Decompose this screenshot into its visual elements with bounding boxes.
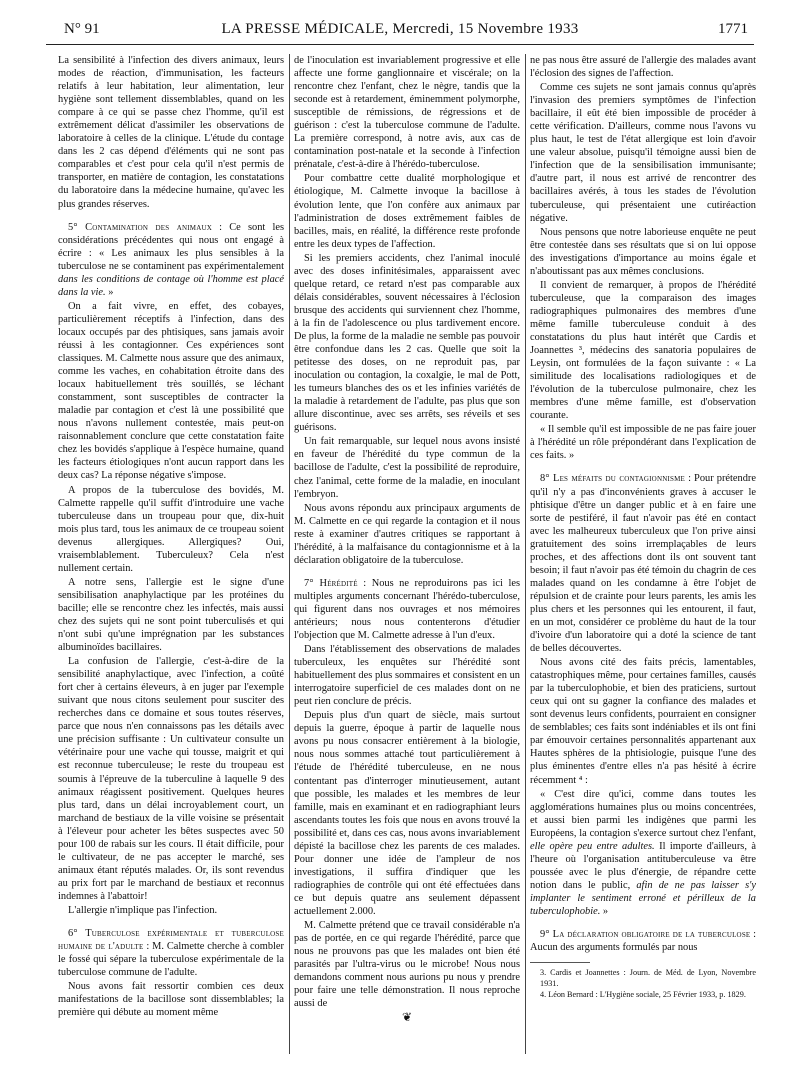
section-5-paragraph (58, 221, 284, 299)
paragraph: de l'inoculation est invariablement progressive et elle affecte une forme ganglionnaire et viscérale; on la rencontre chez l'enfant, chez le nègre, tandis que la seconde est à retardement, éminemment polymorphe, susceptible de rémissions, de régressions et de guérison : c'est la tuberculose commune de l'adulte. La première correspond, à notre avis, aux cas de contamination post-natale et la seconde à l'infection prénatale, c'est-à-dire à l'hérédo-tuberculose. (294, 55, 520, 171)
section-7-paragraph (294, 577, 520, 642)
footnote-divider (530, 962, 590, 963)
issue-number: N° 91 (64, 21, 100, 37)
paragraph: A propos de la tuberculose des bovidés, M. Calmette rappelle qu'il suffit d'introduire une vache tuberculeuse dans un troupeau pour que, dix-huit mois plus tard, tous les animaux de ce troupeau soient devenus allergiques. Allergiques? Oui, vraisemblablement. Tuberculeux? Cela n'est nullement certain. (58, 484, 284, 574)
column-2 (294, 54, 520, 1054)
paragraph: Il convient de remarquer, à propos de l'hérédité tuberculeuse, que la comparaison des images radiographiques pulmonaires des membres d'une même famille tuberculeuse conduit à des constatations du plus haut intérêt que Cardis et Joannettes ³, médecins des sanatoria populaires de Leysin, ont formulées de la façon suivante : « La similitude des localisations radiologiques et de l'évolution de la tuberculose pulmonaire, chez les membres d'une même famille, est d'observation courante. (530, 279, 756, 422)
paragraph: ne pas nous être assuré de l'allergie des malades avant l'éclosion des signes de l'affection. (530, 55, 756, 80)
section-5-text-end: » (105, 286, 114, 298)
quote-emphasis: afin de ne pas laisser s'y implanter le sentiment erroné et périlleux de la tuberculophobie. (530, 879, 756, 917)
paragraph: Pour combattre cette dualité morphologique et étiologique, M. Calmette invoque la bacillose à évolution lente, que l'on confère aux animaux par l'administration de doses extrêmement faibles de bacilles, mais, en réalité, la différence reste profonde entre les deux types de l'affection. (294, 173, 520, 250)
section-6-title: 6° Tuberculose expérimentale et tuberculose humaine de l'adulte (58, 928, 284, 953)
paragraph: Dans l'établissement des observations de malades tuberculeux, les enquêtes sur l'hérédité sont habituellement des plus sommaires et consistent en un interrogatoire superficiel de ces malades dont on ne peut rien conclure de précis. (294, 644, 520, 708)
quote-emphasis: elle opère peu entre adultes. (530, 840, 655, 852)
paragraph: La confusion de l'allergie, c'est-à-dire de la sensibilité anaphylactique, avec l'infection, a coûté fort cher à certains éleveurs, à en juger par l'exemple suivant que nous citons seulement pour susciter des recherches dans ce domaine et sous toutes réserves, parce que nous n'en connaissons pas les détails avec une précision suffisante : Un cultivateur consulte un vétérinaire pour une vache qui tousse, maigrit et qui est reconnue tuberculeuse; le reste du troupeau est soumis à l'épreuve de la tuberculine à laquelle 9 des animaux réagissent positivement. Quelques heures plus tard, dans un délai incroyablement court, un marchand de bestiaux de la ville voisine se présentait à l'éleveur pour acheter les bêtes suspectes avec 50 pour 100 de rabais sur les cours. Il était difficile, pour le cultivateur, de ne pas accepter le marché, ses animaux étant réputés malades. Or, ils sont revendus au prix fort par le marchand de bestiaux et reconnus indemnes à l'abattoir! (58, 656, 284, 902)
page-number: 1771 (718, 21, 748, 37)
section-8-title: 8° Les méfaits du contagionnisme (540, 473, 685, 485)
section-9-text: : Aucun des arguments formulés par nous (530, 929, 756, 954)
paragraph: Nous avons fait ressortir combien ces deux manifestations de la bacillose sont dissemblables; la première qui débute au moment même (58, 981, 284, 1019)
paragraph: « Il semble qu'il est impossible de ne pas faire jouer à l'hérédité un rôle prépondérant dans l'explication de ces faits. » (530, 424, 756, 462)
paragraph: L'allergie n'implique pas l'infection. (68, 905, 218, 916)
ornament-glyph: ❦ (401, 1010, 413, 1025)
quote-text: « C'est dire qu'ici, comme dans toutes les agglomérations humaines plus ou moins concentrées, et aussi bien parmi les indigènes que parmi les Européens, la contagion s'exerce surtout chez l'enfant, (530, 788, 756, 839)
section-7-title: 7° Hérédité (304, 577, 358, 589)
paragraph: A notre sens, l'allergie est le signe d'une sensibilisation anaphylactique par les protéines du bacille; elle se rencontre chez les infectés, mais aussi chez des sujets qui ne sont point tuberculisés et qui n'ont subi qu'une imprégnation par les substances albuminoïdes bacillaires. (58, 576, 284, 654)
paragraph: Nous avons répondu aux principaux arguments de M. Calmette en ce qui regarde la contagion et il nous reste à examiner d'autres critiques se rapportant à l'hérédité, à la malfaisance du contagionnisme et à la déclaration obligatoire de la tuberculose. (294, 502, 520, 566)
journal-name: LA PRESSE MÉDICALE, (221, 21, 389, 37)
quote-text-end: » (600, 906, 609, 917)
section-5-title: 5° Contamination des animaux (68, 221, 212, 233)
paragraph: Comme ces sujets ne sont jamais connus qu'après l'invasion des premiers symptômes de l'infection bacillaire, il eût été bien impossible de procéder à cette vérification. D'ailleurs, comme nous l'avons vu plus haut, le test de l'état allergique est loin d'avoir une valeur absolue, puisqu'il témoigne aussi bien de l'infection que de la sensibilisation immunisante; d'autre part, il nous est arrivé de rencontrer des bacillaires avérés, à tous les stades de l'évolution tuberculeuse, qui présentaient une cutiréaction négative. (530, 82, 756, 224)
paragraph: Nous avons cité des faits précis, lamentables, catastrophiques même, pour certaines familles, causés par la tuberculophobie, et bien des praticiens, surtout ceux qui ont su gagner la confiance des malades et sont devenus leurs confidents, pourraient en consigner de semblables; ces faits sont indéniables et ils ont fini par émouvoir certaines personnalités appartenant aux Hautes sphères de la phtisiologie, puisque l'une des plus éminentes d'entre elles n'a pas hésité à écrire récemment ⁴ : (530, 657, 756, 786)
section-5-text: : Ce sont les considérations précédentes qui nous ont engagé à écrire : « Les animaux les plus sensibles à la tuberculose ne se contaminent pas expérimentalement (58, 221, 284, 272)
quote-paragraph (530, 788, 756, 918)
paragraph: Depuis plus d'un quart de siècle, mais surtout depuis la guerre, époque à partir de laquelle nous avons pu nous consacrer entièrement à la biologie, nous nous sommes attaché tout particulièrement à l'étude de l'hérédité tuberculeuse, en ne nous contentant pas d'interroger minutieusement, autant que possible, les malades et les membres de leur famille, mais en examinant et en radiographiant leurs ascendants toutes les fois que nous en avons trouvé la possibilité et, dans ces cas, nous avons invariablement dépisté la bacillose chez les parents de ces malades. Pour donner une idée de l'ampleur de nos investigations, il suffira d'indiquer que les radiographies de contrôle qui ont été effectuées dans ce but depuis quatre ans seulement dépassent actuellement 2.000. (294, 710, 520, 917)
section-9-title: 9° La déclaration obligatoire de la tuberculose (540, 929, 751, 941)
issue-date: Mercredi, 15 Novembre 1933 (392, 21, 579, 37)
section-8-paragraph (530, 472, 756, 655)
column-divider (289, 54, 290, 1054)
paragraph: On a fait vivre, en effet, des cobayes, particulièrement réceptifs à l'infection, dans des locaux occupés par des phtisiques, sans jamais avoir réussi à les contagionner. Ces expériences sont classiques. M. Calmette nous assure que des animaux, comme les vaches, en cohabitation étroite dans des locaux habituellement très souillés, se léchant constamment, sont susceptibles de contracter la maladie par contagion et c'est là une possibilité que nous n'avons nullement contestée, mais peut-on raisonnablement conclure que cette constatation faite chez les bovidés s'applique à l'espèce humaine, quand les facteurs étiologiques n'ont aucun rapport dans les deux cas? La réponse négative s'impose. (58, 300, 284, 482)
footnote-4: 4. Léon Bernard : L'Hygiène sociale, 25 Février 1933, p. 1829. (540, 990, 746, 1000)
quote-text: Il importe d'ailleurs, à l'heure où l'organisation antituberculeuse va être poussée avec le plus d'énergie, de répandre cette notion dans le public, (530, 840, 756, 891)
column-1 (58, 54, 284, 1054)
paragraph: Si les premiers accidents, chez l'animal inoculé avec des doses infinitésimales, apparaissent avec quelque retard, ce retard n'est pas comparable aux délais considérables, souvent nécessaires à l'éclosion brusque des accidents qui surviennent chez l'homme, à la fin de l'adolescence ou plus tardivement encore. De plus, la forme de la maladie ne semble pas pouvoir être confondue dans les 2 cas. Quelle que soit la petitesse des doses, on ne reproduit pas, par inoculation ou contagion, la coxalgie, le mal de Pott, les tumeurs blanches des os et les infinies variétés de la maladie à retardement de l'adulte, pas plus que son allure discontinue, avec ses arrêts, ses réveils et ses guérisons. (294, 252, 520, 434)
paragraph: Nous pensons que notre laborieuse enquête ne peut être contestée dans ses résultats que si on lui oppose des investigations d'importance au moins égale et n'aboutissant pas aux mêmes conclusions. (530, 226, 756, 277)
section-5-emphasis: dans les conditions de contage où l'homme est placé dans la vie. (58, 273, 284, 298)
section-8-text: : Pour prétendre qu'il n'y a pas d'inconvénients graves à accuser le phtisique d'être un danger public et à en faire une sorte de pestiféré, il faut n'avoir pas été en contact avec les malheureux tuberculeux que l'on prive ainsi gratuitement des soins irremplaçables de leurs proches, et des affections dont ils ont souvent tant besoin; il faut n'avoir pas été témoin du chagrin de ces malades quand on les condamne à être l'objet de répulsion et de crainte pour leurs parents, les amis les plus chers et les personnes qui les entourent, il faut, en un mot, considérer ce problème du haut de la tour d'ivoire d'un laboratoire qui a doté la science de tant de belles découvertes. (530, 473, 756, 655)
paragraph: M. Calmette prétend que ce travail considérable n'a pas de portée, en ce qui regarde l'hérédité, parce que nous ne prouvons pas que les malades ont bien été parasités par l'ultra-virus ou le microbe! Nous nous demandons comment nous aurions pu nous y prendre pour faire une telle démonstration. Il nous reproche aussi de (294, 920, 520, 1010)
section-7-text: : Nous ne reproduirons pas ici les multiples arguments concernant l'hérédo-tuberculose, qui figurent dans nos ouvrages et nos mémoires antérieurs; nous nous contenterons d'étudier l'objection que M. Calmette adresse à l'un d'eux. (294, 577, 520, 642)
section-9-paragraph (530, 928, 756, 954)
page-header (46, 18, 754, 45)
column-divider (525, 54, 526, 1054)
paragraph: Un fait remarquable, sur lequel nous avons insisté en faveur de l'hérédité du type commun de la bacillose de l'adulte, c'est la possibilité de reproduire, chez l'animal, cette forme de la maladie, en inoculant l'embryon. (294, 436, 520, 500)
column-3 (530, 54, 756, 1054)
journal-title-line (46, 21, 754, 38)
paragraph: La sensibilité à l'infection des divers animaux, leurs modes de réaction, d'immunisation, les facteurs relatifs à leur habitation, leur alimentation, leur hygiène sont tellement dissemblables, quand on les compare à ce qui se passe chez l'homme, qu'il est extrêmement délicat d'assimiler les observations de laboratoire à celles de la clinique. L'étude du contage dans les 2 cas dépend d'éléments qui ne sont pas comparables et c'est pour cela qu'il n'est permis de transporter, en matière de contagion, les constatations du laboratoire dans la médecine humaine, qu'avec les plus grandes réserves. (58, 55, 284, 210)
footnote-3: 3. Cardis et Joannettes : Journ. de Méd. de Lyon, Novembre 1931. (540, 968, 756, 988)
article-columns (58, 54, 756, 1064)
section-6-paragraph (58, 927, 284, 979)
section-6-text: : M. Calmette cherche à combler le fossé qui sépare la tuberculose expérimentale de la tuberculose commune de l'adulte. (58, 941, 284, 979)
